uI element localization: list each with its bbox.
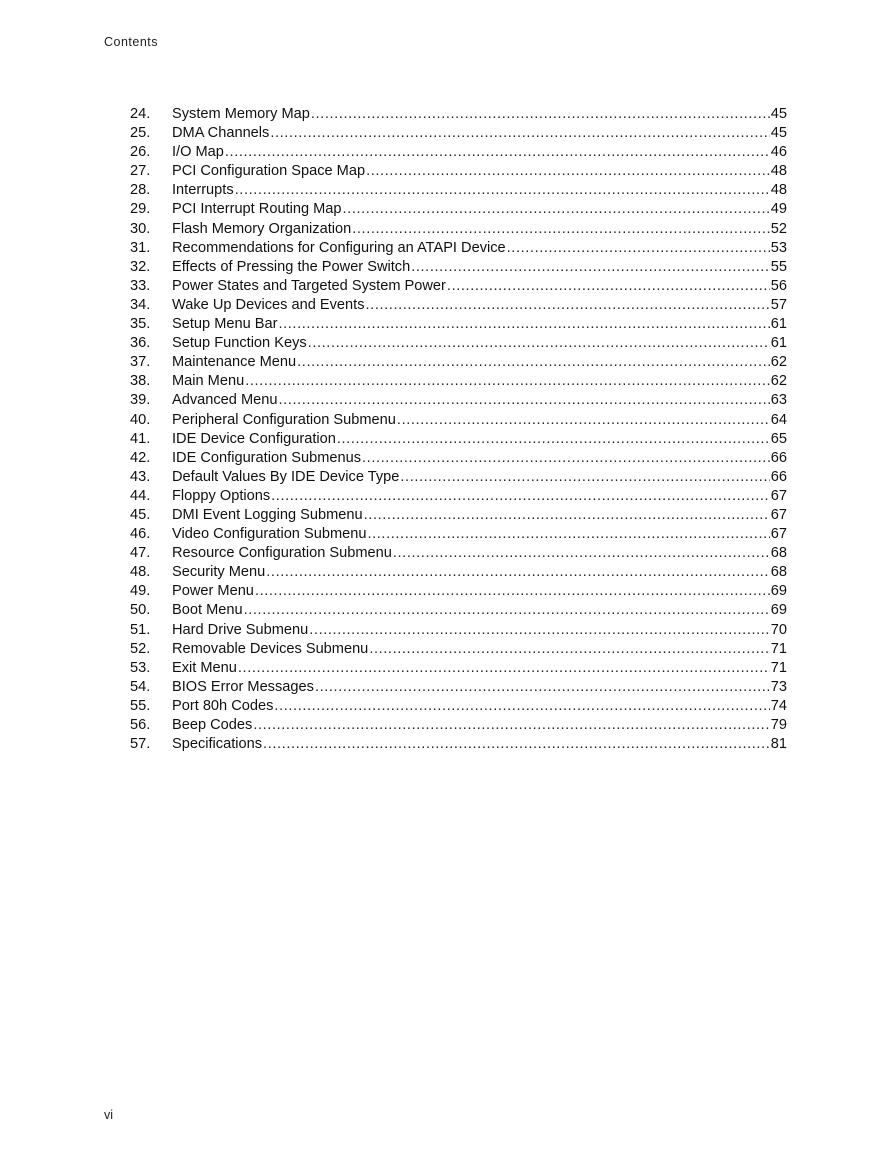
toc-entry[interactable] — [130, 525, 787, 544]
toc-dot-leader — [308, 334, 770, 353]
toc-entry-page: 66 — [770, 449, 787, 466]
toc-entry[interactable] — [130, 544, 787, 563]
toc-entry-page: 67 — [770, 526, 787, 543]
toc-entry-title: Wake Up Devices and Events — [172, 296, 365, 313]
toc-entry[interactable] — [130, 659, 787, 678]
toc-entry-number: 25. — [130, 125, 151, 142]
toc-entry-page: 46 — [770, 144, 787, 161]
toc-dot-leader — [369, 640, 769, 659]
toc-dot-leader — [315, 678, 770, 697]
toc-entry-page: 52 — [770, 220, 787, 237]
toc-dot-leader — [244, 601, 770, 620]
toc-entry-title: Removable Devices Submenu — [172, 640, 369, 657]
toc-entry-page: 48 — [770, 182, 787, 199]
toc-entry-title: Port 80h Codes — [172, 697, 274, 714]
toc-dot-leader — [411, 258, 770, 277]
toc-entry-number: 29. — [130, 201, 151, 218]
toc-dot-leader — [400, 468, 769, 487]
toc-entry[interactable] — [130, 411, 787, 430]
running-head: Contents — [104, 35, 159, 49]
toc-entry-title: Maintenance Menu — [172, 354, 297, 371]
toc-entry-number: 24. — [130, 106, 151, 122]
toc-entry-title: Main Menu — [172, 373, 245, 390]
toc-entry-page: 55 — [770, 258, 787, 275]
toc-entry-number: 56. — [130, 717, 151, 733]
toc-dot-leader — [311, 105, 770, 124]
toc-entry-title: Setup Menu Bar — [172, 316, 278, 333]
toc-entry-title: Default Values By IDE Device Type — [172, 468, 400, 485]
toc-dot-leader — [393, 544, 770, 563]
toc-entry-title: I/O Map — [172, 144, 224, 161]
toc-entry-page: 45 — [770, 106, 787, 122]
toc-entry[interactable] — [130, 391, 787, 410]
toc-entry-number: 31. — [130, 239, 151, 256]
toc-dot-leader — [507, 239, 770, 258]
toc-entry-number: 40. — [130, 411, 151, 428]
toc-dot-leader — [238, 659, 770, 678]
toc-entry-title: Floppy Options — [172, 487, 271, 504]
toc-entry-number: 51. — [130, 621, 151, 638]
toc-entry-page: 65 — [770, 430, 787, 447]
toc-entry-page: 61 — [770, 316, 787, 333]
toc-entry-title: DMI Event Logging Submenu — [172, 506, 363, 523]
toc-dot-leader — [366, 162, 770, 181]
toc-entry[interactable] — [130, 487, 787, 506]
toc-entry-page: 74 — [770, 697, 787, 714]
toc-entry-number: 53. — [130, 659, 151, 676]
toc-entry[interactable] — [130, 678, 787, 697]
toc-dot-leader — [447, 277, 770, 296]
toc-entry-number: 38. — [130, 373, 151, 390]
toc-entry-title: PCI Interrupt Routing Map — [172, 201, 342, 218]
toc-dot-leader — [364, 506, 770, 525]
toc-entry[interactable] — [130, 449, 787, 468]
toc-entry-number: 49. — [130, 583, 151, 600]
toc-entry-page: 63 — [770, 392, 787, 409]
toc-entry-page: 62 — [770, 373, 787, 390]
toc-entry-number: 37. — [130, 354, 151, 371]
toc-entry-number: 28. — [130, 182, 151, 199]
toc-dot-leader — [266, 563, 769, 582]
toc-entry-page: 64 — [770, 411, 787, 428]
toc-dot-leader — [278, 315, 769, 334]
toc-entry-number: 52. — [130, 640, 151, 657]
toc-entry-page: 68 — [770, 545, 787, 562]
toc-entry-page: 53 — [770, 239, 787, 256]
toc-entry-number: 47. — [130, 545, 151, 562]
toc-entry-title: PCI Configuration Space Map — [172, 163, 366, 180]
toc-entry-number: 44. — [130, 487, 151, 504]
toc-entry-title: IDE Device Configuration — [172, 430, 336, 447]
toc-entry[interactable] — [130, 506, 787, 525]
toc-entry-page: 62 — [770, 354, 787, 371]
toc-entry[interactable] — [130, 640, 787, 659]
toc-entry-number: 34. — [130, 296, 151, 313]
toc-dot-leader — [270, 124, 769, 143]
toc-entry[interactable] — [130, 220, 787, 239]
toc-dot-leader — [235, 181, 770, 200]
toc-entry-page: 69 — [770, 602, 787, 619]
toc-entry[interactable] — [130, 334, 787, 353]
toc-entry-title: Flash Memory Organization — [172, 220, 352, 237]
toc-entry[interactable] — [130, 430, 787, 449]
toc-entry-number: 36. — [130, 335, 151, 352]
toc-entry-title: Effects of Pressing the Power Switch — [172, 258, 411, 275]
toc-entry-title: Recommendations for Configuring an ATAPI Device — [172, 239, 506, 256]
toc-entry[interactable] — [130, 143, 787, 162]
toc-entry[interactable] — [130, 162, 787, 181]
toc-entry-title: Setup Function Keys — [172, 335, 307, 352]
toc-entry-number: 32. — [130, 258, 151, 275]
toc-entry-page: 69 — [770, 583, 787, 600]
toc-entry[interactable] — [130, 105, 787, 124]
toc-entry-title: Power Menu — [172, 583, 254, 600]
toc-entry-page: 79 — [770, 717, 787, 733]
toc-entry-title: Hard Drive Submenu — [172, 621, 309, 638]
toc-entry-number: 50. — [130, 602, 151, 619]
toc-entry[interactable] — [130, 372, 787, 391]
toc-entry[interactable] — [130, 468, 787, 487]
toc-entry-title: Interrupts — [172, 182, 234, 199]
toc-entry-number: 26. — [130, 144, 151, 161]
toc-entry-number: 54. — [130, 678, 151, 695]
toc-entry-number: 39. — [130, 392, 151, 409]
toc-entry[interactable] — [130, 239, 787, 258]
page-number: vi — [104, 1108, 114, 1122]
toc-entry-page: 68 — [770, 564, 787, 581]
toc-entry-number: 48. — [130, 564, 151, 581]
toc-entry[interactable] — [130, 181, 787, 200]
toc-entry-number: 41. — [130, 430, 151, 447]
toc-entry[interactable] — [130, 716, 787, 735]
toc-entry-page: 70 — [770, 621, 787, 638]
toc-entry-page: 57 — [770, 296, 787, 313]
toc-entry[interactable] — [130, 258, 787, 277]
toc-entry-title: Advanced Menu — [172, 392, 278, 409]
toc-entry-page: 49 — [770, 201, 787, 218]
toc-dot-leader — [343, 200, 770, 219]
toc-entry-title: Resource Configuration Submenu — [172, 545, 392, 562]
toc-dot-leader — [309, 621, 769, 640]
toc-dot-leader — [245, 372, 770, 391]
toc-entry-number: 35. — [130, 316, 151, 333]
toc-entry-title: Video Configuration Submenu — [172, 526, 367, 543]
toc-entry[interactable] — [130, 315, 787, 334]
toc-entry-page: 56 — [770, 277, 787, 294]
toc-entry-page: 81 — [770, 736, 787, 753]
toc-entry-number: 42. — [130, 449, 151, 466]
toc-entry-number: 27. — [130, 163, 151, 180]
toc-dot-leader — [263, 735, 770, 754]
toc-dot-leader — [362, 449, 770, 468]
toc-entry[interactable] — [130, 621, 787, 640]
toc-entry-title: IDE Configuration Submenus — [172, 449, 362, 466]
toc-entry-title: DMA Channels — [172, 125, 270, 142]
toc-entry-number: 43. — [130, 468, 151, 485]
toc-dot-leader — [352, 220, 770, 239]
toc-entry[interactable] — [130, 735, 787, 754]
toc-entry[interactable] — [130, 200, 787, 219]
toc-dot-leader — [278, 391, 769, 410]
toc-entry-number: 55. — [130, 697, 151, 714]
toc-entry-page: 71 — [770, 640, 787, 657]
toc-entry-title: Power States and Targeted System Power — [172, 277, 446, 294]
toc-dot-leader — [253, 716, 769, 735]
toc-entry-number: 57. — [130, 736, 151, 753]
toc-entry-page: 61 — [770, 335, 787, 352]
toc-entry-title: System Memory Map — [172, 106, 310, 122]
toc-dot-leader — [337, 430, 770, 449]
toc-entry[interactable] — [130, 563, 787, 582]
toc-entry-number: 30. — [130, 220, 151, 237]
toc-entry-page: 73 — [770, 678, 787, 695]
toc-entry-title: Beep Codes — [172, 717, 253, 733]
toc-entry-title: Peripheral Configuration Submenu — [172, 411, 396, 428]
toc-dot-leader — [271, 487, 770, 506]
toc-dot-leader — [225, 143, 770, 162]
toc-dot-leader — [367, 525, 769, 544]
toc-entry-page: 67 — [770, 506, 787, 523]
toc-dot-leader — [397, 411, 770, 430]
toc-entry-page: 45 — [770, 125, 787, 142]
toc-entry-title: Exit Menu — [172, 659, 237, 676]
toc-dot-leader — [274, 697, 769, 716]
toc-entry-page: 71 — [770, 659, 787, 676]
toc-entry-title: BIOS Error Messages — [172, 678, 314, 695]
toc-entry[interactable] — [130, 353, 787, 372]
toc-entry-number: 45. — [130, 506, 151, 523]
toc-entry-title: Boot Menu — [172, 602, 243, 619]
toc-entry-number: 33. — [130, 277, 151, 294]
toc-entry-page: 48 — [770, 163, 787, 180]
toc-entry-title: Security Menu — [172, 564, 266, 581]
table-of-figures — [130, 105, 787, 754]
toc-entry[interactable] — [130, 697, 787, 716]
toc-entry-page: 66 — [770, 468, 787, 485]
toc-entry[interactable] — [130, 296, 787, 315]
toc-dot-leader — [255, 582, 770, 601]
toc-entry[interactable] — [130, 582, 787, 601]
toc-entry[interactable] — [130, 601, 787, 620]
toc-entry-number: 46. — [130, 526, 151, 543]
toc-entry[interactable] — [130, 124, 787, 143]
toc-entry-title: Specifications — [172, 736, 263, 753]
toc-entry[interactable] — [130, 277, 787, 296]
toc-dot-leader — [297, 353, 770, 372]
toc-dot-leader — [366, 296, 770, 315]
toc-entry-page: 67 — [770, 487, 787, 504]
